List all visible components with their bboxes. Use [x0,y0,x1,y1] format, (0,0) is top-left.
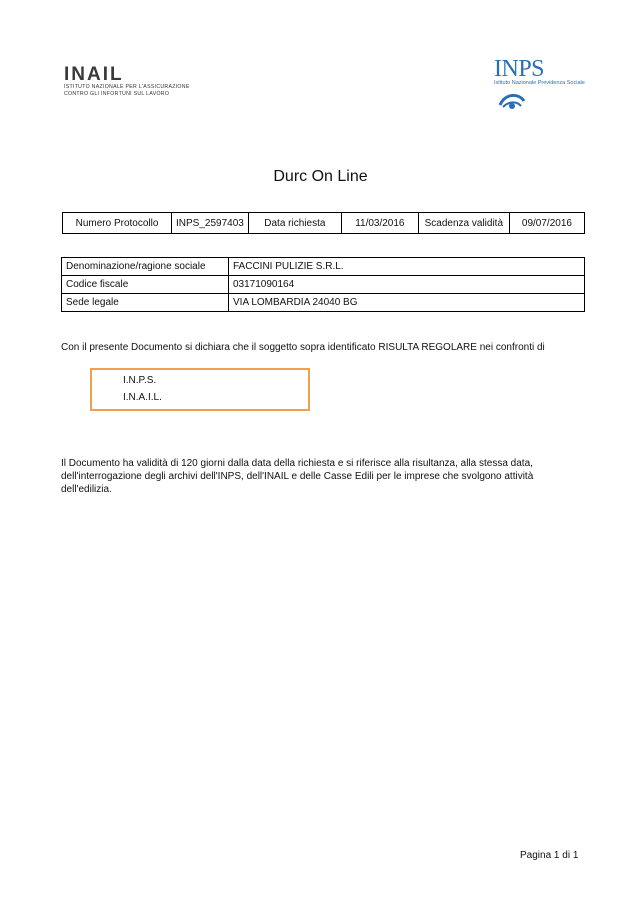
declaration-text: Con il presente Documento si dichiara che il soggetto sopra identificato RISULTA REGOLARE nei confronti di [61,342,545,353]
validity-line-3: dell'edilizia. [61,484,112,495]
protocol-row [63,213,585,234]
subject-info-table [61,257,585,312]
inail-logo [64,66,189,106]
expiry-date-value: 09/07/2016 [509,213,584,234]
tax-code-value: 03171090164 [229,276,585,294]
table-row [62,276,585,294]
page-number: Pagina 1 di 1 [520,850,579,861]
inps-logo-wordmark: INPS [494,56,545,82]
tax-code-label: Codice fiscale [62,276,229,294]
validity-line-2: dell'interrogazione degli archivi dell'INPS, dell'INAIL e delle Casse Edili per le imprese che svolgono attività [61,471,534,482]
protocol-number-value: INPS_2597403 [172,213,249,234]
inail-logo-wordmark: INAIL [64,64,124,85]
inail-logo-subtitle-1: ISTITUTO NAZIONALE PER L'ASSICURAZIONE [64,84,190,90]
table-row [62,294,585,312]
validity-line-1: Il Documento ha validità di 120 giorni dalla data della richiesta e si riferisce alla risultanza, alla stessa data, [61,458,533,469]
inps-logo [494,58,594,113]
request-date-label: Data richiesta [248,213,341,234]
expiry-date-label: Scadenza validità [418,213,509,234]
inail-logo-subtitle-2: CONTRO GLI INFORTUNI SUL LAVORO [64,90,170,97]
registered-office-label: Sede legale [62,294,229,312]
company-name-label: Denominazione/ragione sociale [62,258,229,276]
company-name-value: FACCINI PULIZIE S.R.L. [229,258,585,276]
document-title: Durc On Line [273,168,368,185]
entity-inail: I.N.A.I.L. [123,392,162,403]
entity-inps: I.N.P.S. [123,375,157,386]
protocol-number-label: Numero Protocollo [63,213,172,234]
request-date-value: 11/03/2016 [341,213,418,234]
protocol-table [62,212,585,234]
inps-logo-subtitle: Istituto Nazionale Previdenza Sociale [494,80,585,86]
validity-paragraph [61,457,571,496]
registered-office-value: VIA LOMBARDIA 24040 BG [229,294,585,312]
inps-emblem-icon [497,89,527,111]
table-row [62,258,585,276]
